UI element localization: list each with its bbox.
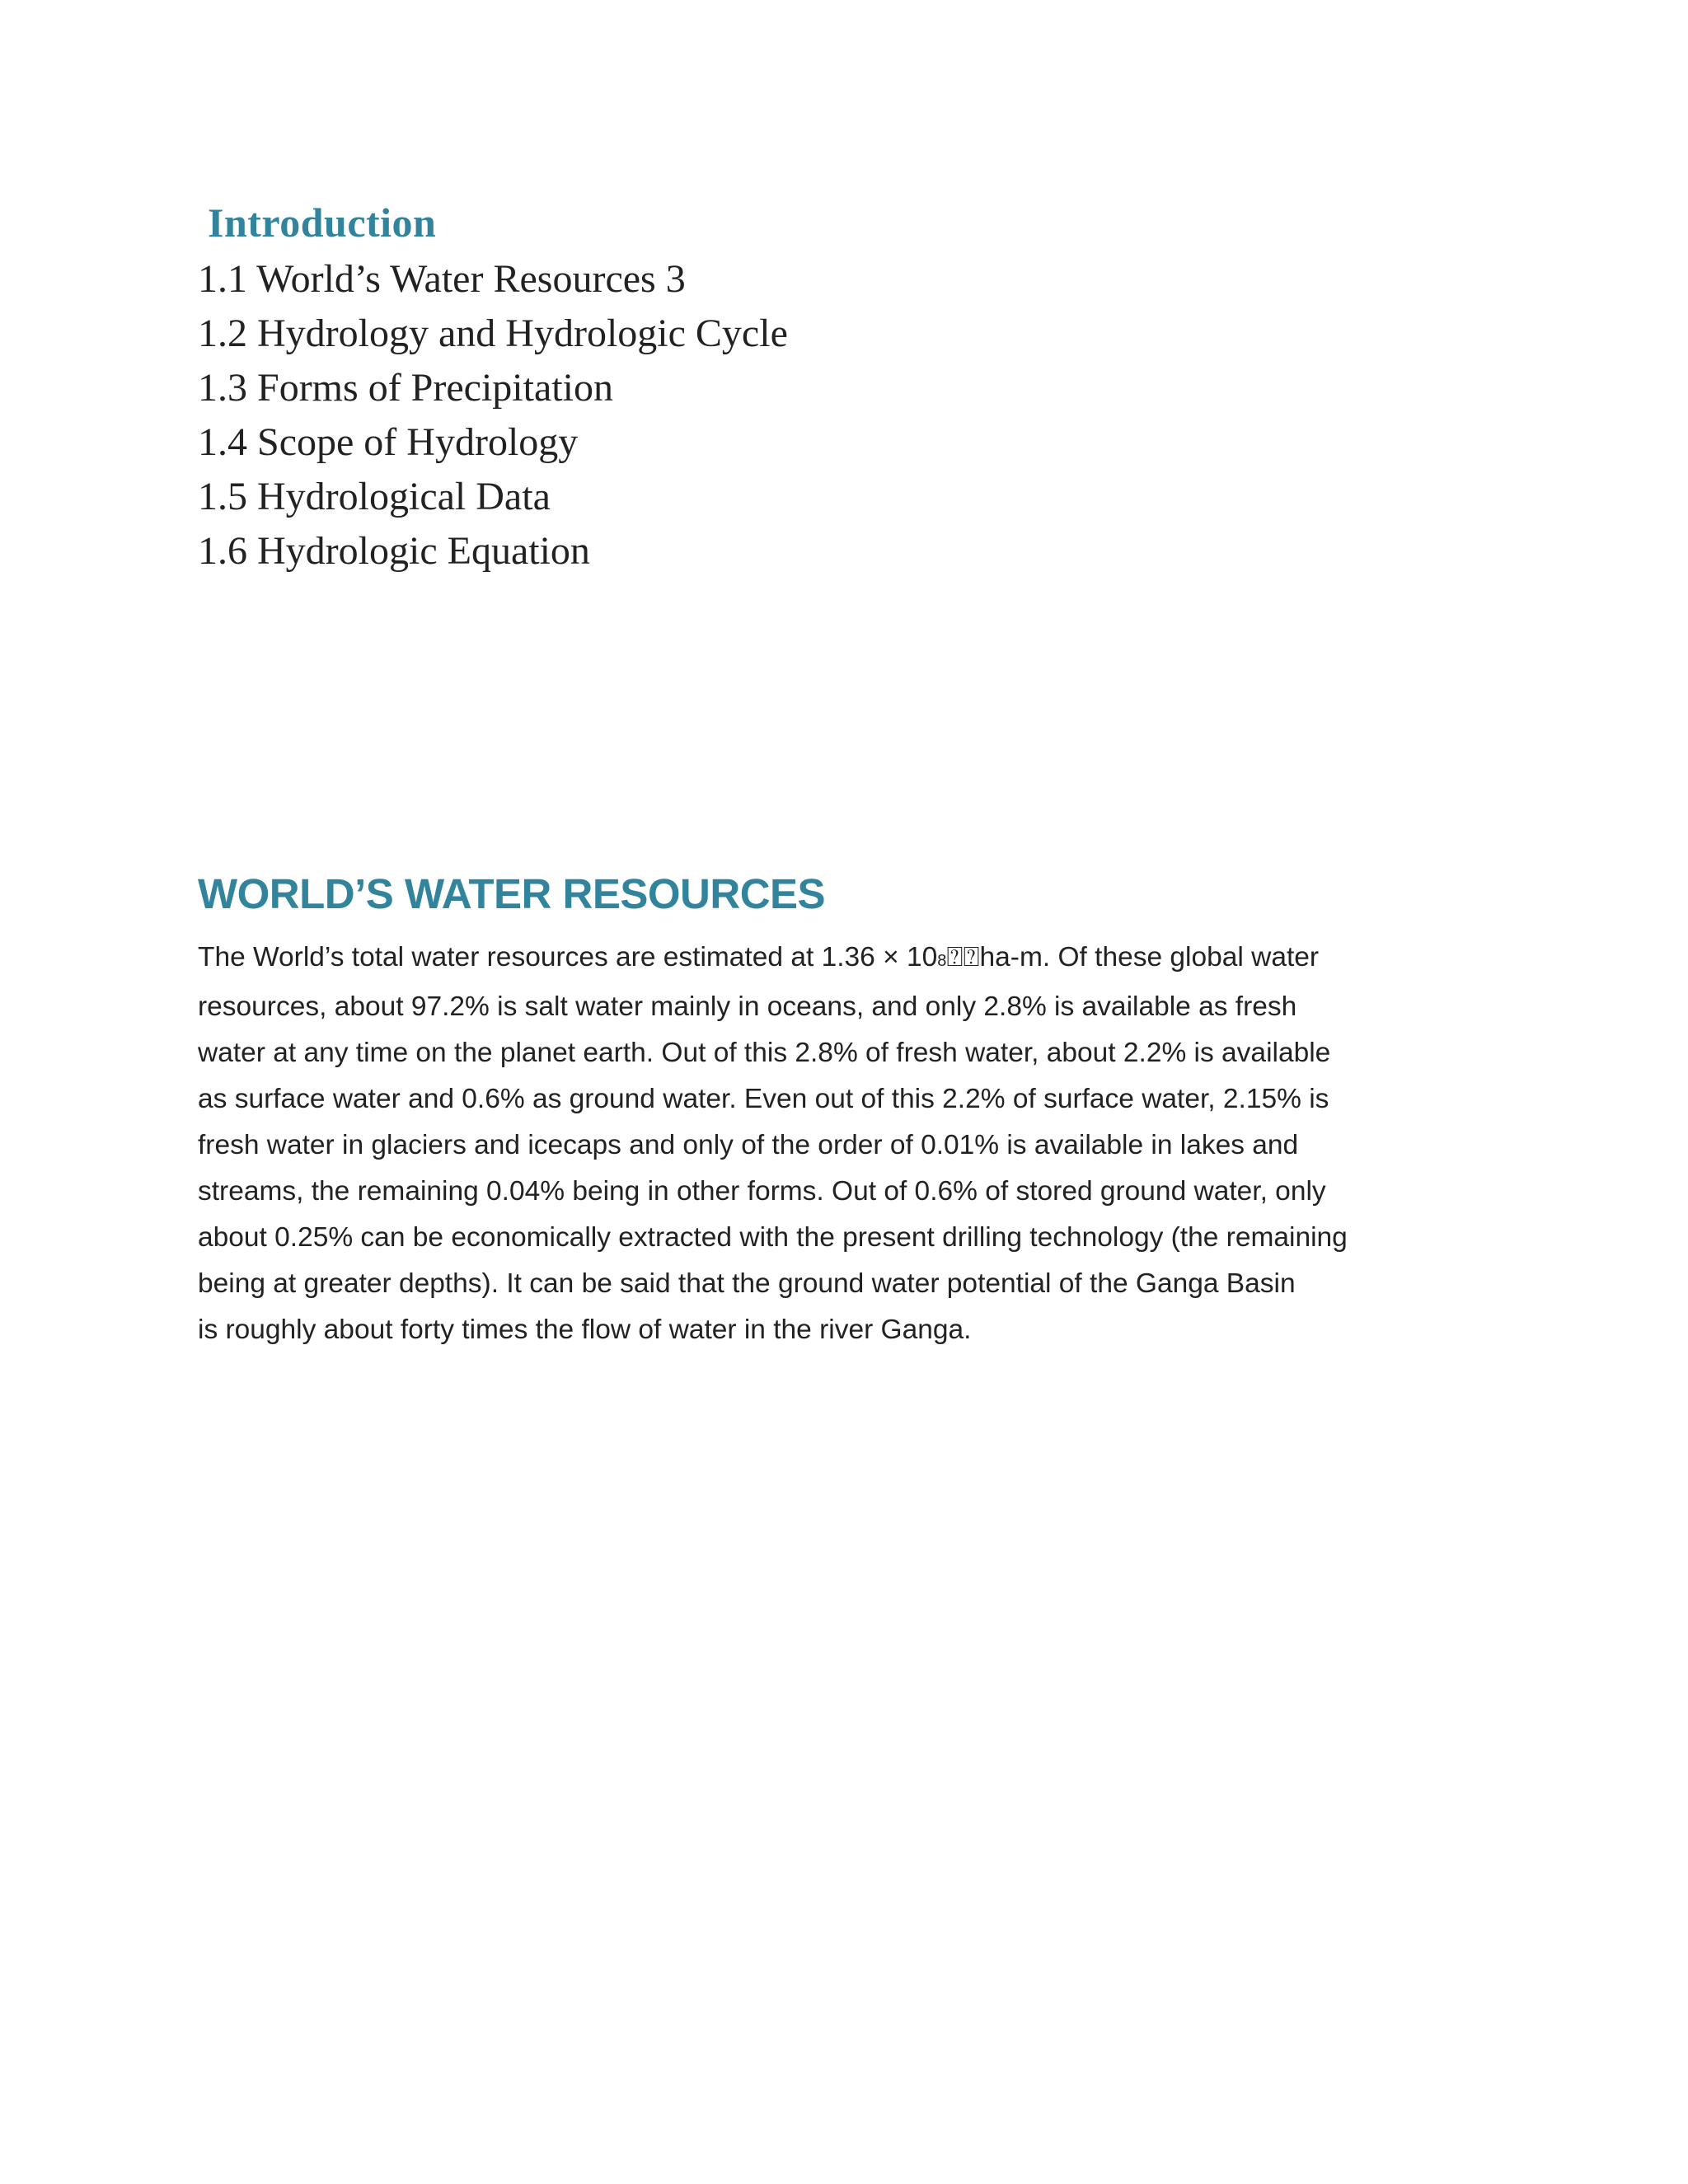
toc-item-1-2[interactable]: 1.2 Hydrology and Hydrologic Cycle: [198, 312, 788, 355]
toc-item-1-5[interactable]: 1.5 Hydrological Data: [198, 475, 551, 518]
body-line-7: about 0.25% can be economically extracted with the present drilling technology (the remaining: [198, 1222, 1348, 1253]
exponent-text: 8: [937, 952, 947, 970]
section-body: [198, 935, 1500, 1353]
section-title: WORLD’S WATER RESOURCES: [198, 870, 826, 917]
body-line-1: [198, 935, 1500, 984]
toc-list: [198, 252, 1104, 579]
body-line-5: fresh water in glaciers and icecaps and only of the order of 0.01% is available in lakes and: [198, 1130, 1299, 1160]
body-line-1-text: The World’s total water resources are estimated at 1.36 × 10: [198, 942, 938, 972]
body-line-3: water at any time on the planet earth. Out of this 2.8% of fresh water, about 2.2% is available: [198, 1038, 1331, 1068]
body-line-8: being at greater depths). It can be said that the ground water potential of the Ganga Basin: [198, 1268, 1296, 1299]
body-line-1-tail: ha-m. Of these global water: [979, 942, 1320, 972]
body-line-6: streams, the remaining 0.04% being in other forms. Out of 0.6% of stored ground water, only: [198, 1176, 1326, 1207]
body-line-9: is roughly about forty times the flow of water in the river Ganga.: [198, 1315, 972, 1345]
toc-item-1-6[interactable]: 1.6 Hydrologic Equation: [198, 529, 590, 573]
toc-item-1-3[interactable]: 1.3 Forms of Precipitation: [198, 366, 613, 410]
missing-glyph-text: ⍰⍰: [946, 942, 980, 972]
toc-item-1-1[interactable]: 1.1 World’s Water Resources 3: [198, 257, 686, 301]
body-line-4: as surface water and 0.6% as ground water. Even out of this 2.2% of surface water, 2.15% is: [198, 1084, 1329, 1114]
section-worlds-water-resources: [198, 865, 1500, 1353]
toc-heading: Introduction: [208, 199, 437, 246]
toc-item-1-4[interactable]: 1.4 Scope of Hydrology: [198, 420, 579, 464]
body-line-2: resources, about 97.2% is salt water mainly in oceans, and only 2.8% is available as fresh: [198, 991, 1297, 1022]
table-of-contents: [198, 196, 1104, 579]
